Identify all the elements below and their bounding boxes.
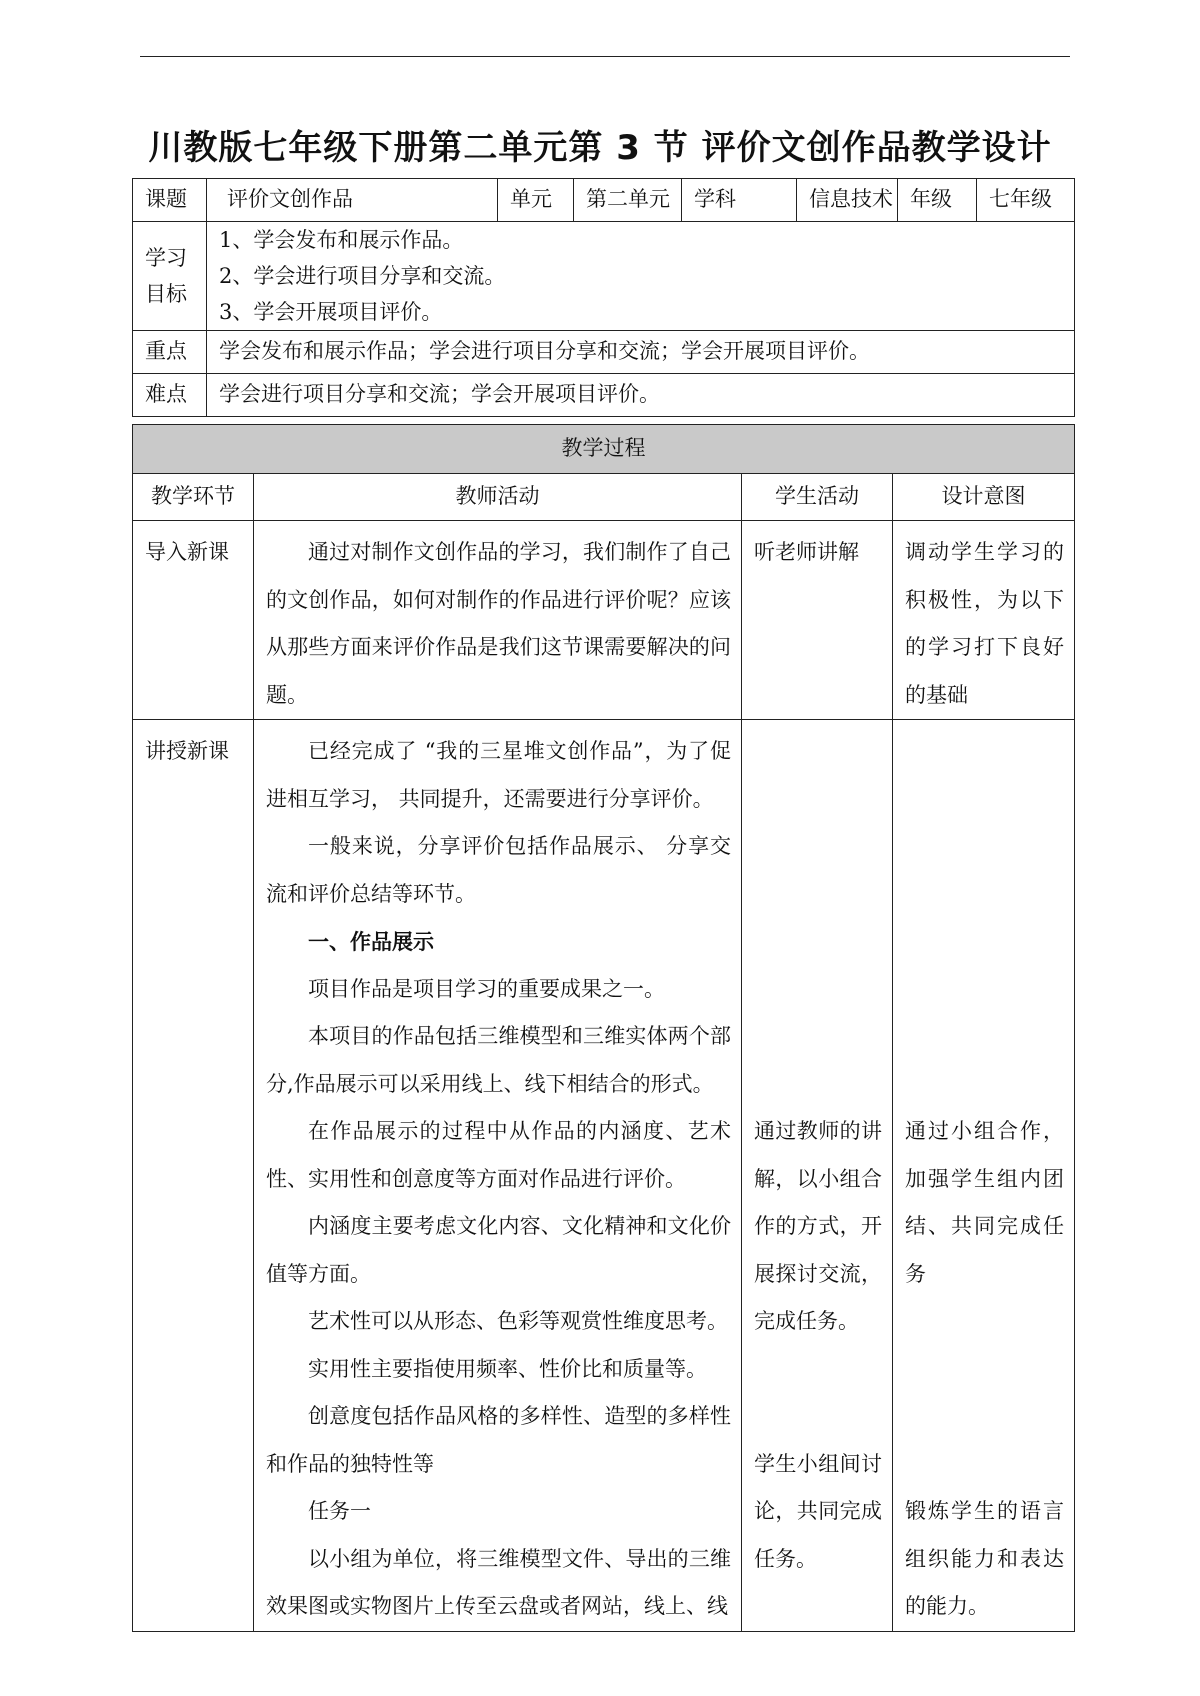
goal-item: 1、学会发布和展示作品。 <box>219 228 464 252</box>
process-header-row <box>133 425 1075 474</box>
difficulty-text: 学会进行项目分享和交流；学会开展项目评价。 <box>207 374 1075 417</box>
col-stage: 教学环节 <box>133 474 254 521</box>
spacer <box>905 728 1064 1108</box>
spacer <box>754 1346 882 1441</box>
teacher-paragraph: 内涵度主要考虑文化内容、文化精神和文化价值等方面。 <box>266 1214 731 1286</box>
difficulty-label: 难点 <box>133 374 207 417</box>
info-table <box>132 178 1075 417</box>
teacher-paragraph: 艺术性可以从形态、色彩等观赏性维度思考。 <box>308 1309 728 1333</box>
student-activity: 学生小组间讨论，共同完成任务。 <box>754 1451 882 1571</box>
intro-student: 听老师讲解 <box>742 521 893 720</box>
task-heading: 任务一 <box>308 1499 371 1523</box>
teacher-paragraph: 本项目的作品包括三维模型和三维实体两个部分,作品展示可以采用线上、线下相结合的形式。 <box>266 1024 731 1096</box>
page-title: 川教版七年级下册第二单元第 3 节 评价文创作品教学设计 <box>148 128 1052 168</box>
intro-intent: 调动学生学习的积极性，为以下的学习打下良好的基础 <box>893 521 1075 720</box>
goal-item: 3、学会开展项目评价。 <box>219 300 443 324</box>
topic-value: 评价文创作品 <box>207 179 498 222</box>
topic-label: 课题 <box>133 179 207 222</box>
grade-label: 年级 <box>898 179 977 222</box>
goals-label <box>133 222 207 331</box>
subject-value: 信息技术 <box>797 179 898 222</box>
design-intent: 通过小组合作，加强学生组内团结、共同完成任务 <box>905 1119 1064 1286</box>
intro-row <box>133 521 1075 720</box>
teacher-paragraph: 已经完成了 “我的三星堆文创作品”，为了促进相互学习， 共同提升，还需要进行分享评价。 <box>266 739 731 811</box>
teacher-paragraph: 在作品展示的过程中从作品的内涵度、艺术性、实用性和创意度等方面对作品进行评价。 <box>266 1119 731 1191</box>
process-table <box>132 424 1075 1632</box>
goal-item: 2、学会进行项目分享和交流。 <box>219 264 506 288</box>
col-teacher: 教师活动 <box>254 474 742 521</box>
spacer <box>754 728 882 1108</box>
lecture-stage: 讲授新课 <box>133 720 254 1632</box>
goals-row <box>133 222 1075 331</box>
header-rule <box>140 56 1070 57</box>
key-point-text: 学会发布和展示作品；学会进行项目分享和交流；学会开展项目评价。 <box>207 331 1075 374</box>
design-intent: 锻炼学生的语言组织能力和表达的能力。 <box>905 1499 1064 1618</box>
grade-value: 七年级 <box>977 179 1075 222</box>
goals-list <box>207 222 1075 331</box>
section-heading: 一、作品展示 <box>308 929 434 954</box>
spacer <box>905 1298 1064 1488</box>
col-student: 学生活动 <box>742 474 893 521</box>
intro-teacher: 通过对制作文创作品的学习，我们制作了自己的文创作品，如何对制作的作品进行评价呢？应该从那些方面来评价作品是我们这节课需要解决的问题。 <box>254 521 742 720</box>
lecture-row <box>133 720 1075 1632</box>
teacher-paragraph: 实用性主要指使用频率、性价比和质量等。 <box>308 1356 707 1381</box>
intro-stage: 导入新课 <box>133 521 254 720</box>
student-activity: 通过教师的讲解，以小组合作的方式，开展探讨交流，完成任务。 <box>754 1119 882 1333</box>
info-row <box>133 179 1075 222</box>
subject-label: 学科 <box>682 179 797 222</box>
lecture-intent <box>893 720 1075 1632</box>
key-point-row <box>133 331 1075 374</box>
lecture-student <box>742 720 893 1632</box>
process-header: 教学过程 <box>133 425 1075 474</box>
difficulty-row <box>133 374 1075 417</box>
goals-label-line: 学习 <box>145 246 187 270</box>
unit-label: 单元 <box>498 179 574 222</box>
key-point-label: 重点 <box>133 331 207 374</box>
goals-label-line: 目标 <box>145 282 187 306</box>
column-header-row <box>133 474 1075 521</box>
teacher-paragraph: 项目作品是项目学习的重要成果之一。 <box>308 976 665 1001</box>
teacher-paragraph: 创意度包括作品风格的多样性、造型的多样性和作品的独特性等 <box>266 1404 731 1476</box>
teacher-paragraph: 以小组为单位，将三维模型文件、导出的三维效果图或实物图片上传至云盘或者网站，线上、线 <box>266 1546 731 1618</box>
unit-value: 第二单元 <box>574 179 682 222</box>
col-intent: 设计意图 <box>893 474 1075 521</box>
lecture-teacher <box>254 720 742 1632</box>
teacher-paragraph: 一般来说，分享评价包括作品展示、 分享交流和评价总结等环节。 <box>266 834 731 906</box>
